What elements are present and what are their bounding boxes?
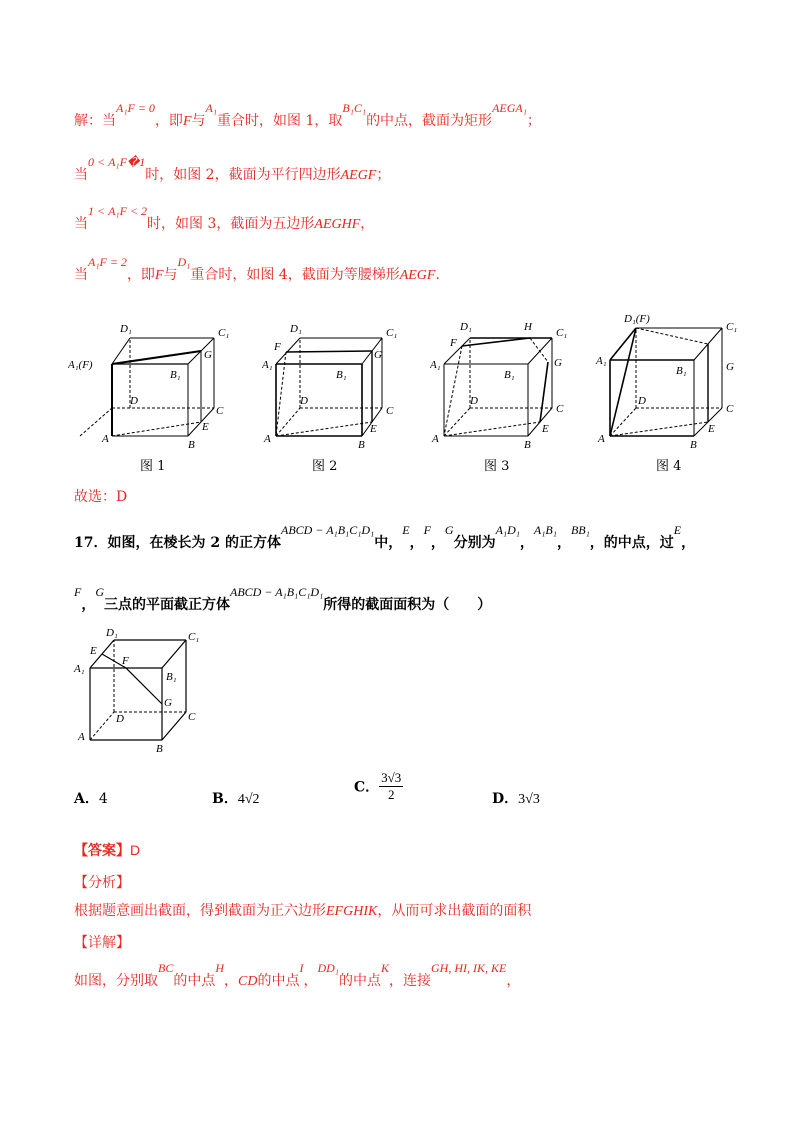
math: DD₁ <box>317 961 339 975</box>
label-C: C <box>726 403 734 415</box>
math: A₁ <box>205 101 218 115</box>
edge <box>112 338 130 364</box>
text: 与 <box>191 113 206 129</box>
text: ， <box>506 973 521 989</box>
label-A: A <box>102 433 109 445</box>
label-B1: B₁ <box>676 365 687 377</box>
math: F <box>423 523 431 537</box>
choice-text <box>74 486 127 506</box>
label-C1: C₁ <box>218 327 230 339</box>
label-F: F <box>274 341 281 353</box>
text: ，的中点，过 <box>589 535 674 551</box>
text: ， <box>303 973 318 989</box>
label-A1: A₁ <box>74 663 85 675</box>
label-E: E <box>202 421 209 433</box>
caption-fig4: 图 4 <box>656 459 682 474</box>
label-D1F: D₁(F) <box>624 313 650 325</box>
option-label: D． <box>492 791 519 807</box>
label-B: B <box>690 439 697 451</box>
section <box>286 351 372 352</box>
label-D: D <box>116 713 124 725</box>
text: 的中点 <box>173 973 216 989</box>
label-B: B <box>524 439 531 451</box>
math: CD <box>238 974 258 989</box>
label-A: A <box>78 731 85 743</box>
text: ，即 <box>126 267 155 283</box>
label-B: B <box>156 743 163 755</box>
label-D1: D₁ <box>106 627 118 639</box>
math: G <box>444 523 454 537</box>
text: 重合时，如图 4，截面为等腰梯形 <box>190 267 400 283</box>
caption-fig2: 图 2 <box>312 459 338 474</box>
section <box>444 346 462 436</box>
math: 1 < A₁F < 2 <box>88 204 148 218</box>
option-fraction <box>379 770 403 803</box>
label-C1: C₁ <box>726 321 738 333</box>
label-A1: A₁ <box>596 355 607 367</box>
text: 的中点，截面为矩形 <box>366 113 493 129</box>
text: 三点的平面截正方体 <box>104 597 231 613</box>
math: H <box>215 961 225 975</box>
label-D1: D₁ <box>460 321 472 333</box>
answer <box>74 840 140 860</box>
math: AEGF <box>399 268 436 283</box>
math: D₁ <box>177 255 191 269</box>
label-B1: B₁ <box>166 671 177 683</box>
label-A: A <box>264 433 271 445</box>
math: E <box>673 523 682 537</box>
analysis-tag <box>74 872 130 892</box>
label-F: F <box>122 655 129 667</box>
label-C1: C₁ <box>556 327 568 339</box>
option-label: B． <box>212 791 238 807</box>
detail-text <box>74 961 521 990</box>
math: AEGA₁ <box>492 101 527 115</box>
label-A: A <box>598 433 605 445</box>
text: 当 <box>74 216 88 232</box>
label-B1: B₁ <box>336 369 347 381</box>
label-A1F: A₁(F) <box>68 359 93 371</box>
label-D: D <box>130 395 138 407</box>
edge <box>162 712 186 740</box>
math: F <box>182 114 192 129</box>
figure-4 <box>594 310 754 476</box>
math: EFGHIK <box>326 904 378 919</box>
numerator: 3√3 <box>381 770 402 785</box>
q17-line-2 <box>74 585 492 614</box>
question-number: 17． <box>74 535 108 551</box>
label-B: B <box>358 439 365 451</box>
math: GH, HI, IK, KE <box>431 961 507 975</box>
text: ， <box>556 535 571 551</box>
label-C: C <box>216 405 224 417</box>
label-G: G <box>374 349 382 361</box>
label-C1: C₁ <box>386 327 398 339</box>
option-label: A． <box>74 791 99 807</box>
math: B₁C₁ <box>342 101 367 115</box>
label-G: G <box>554 357 562 369</box>
edge <box>80 408 112 436</box>
text: 故选：D <box>74 489 128 505</box>
option-value: 4√2 <box>237 792 260 807</box>
text: 根据题意画出截面，得到截面为正六边形 <box>74 903 326 919</box>
math: G <box>95 585 105 599</box>
option-a[interactable] <box>74 788 108 808</box>
label-B1: B₁ <box>504 369 515 381</box>
edge <box>276 408 300 436</box>
text: . <box>435 267 440 283</box>
analysis-text <box>74 900 531 920</box>
label-B1: B₁ <box>170 369 181 381</box>
math: AEGHF <box>314 217 361 232</box>
text: 如图，在棱长为 2 的正方体 <box>107 535 281 551</box>
label-H: H <box>524 321 532 333</box>
caption-fig1: 图 1 <box>140 459 166 474</box>
text: 【详解】 <box>74 935 130 951</box>
math: BB₁ <box>570 523 590 537</box>
option-value: 3√3 <box>518 792 540 807</box>
label-G: G <box>164 697 172 709</box>
figure-3 <box>430 316 580 476</box>
label-E: E <box>370 423 377 435</box>
label-A: A <box>432 433 439 445</box>
text: 【分析】 <box>74 875 130 891</box>
math: 0 < A₁F�1 <box>88 155 146 169</box>
math: ABCD − A₁B₁C₁D₁ <box>280 523 375 537</box>
text: 如图，分别取 <box>74 973 158 989</box>
label-A1: A₁ <box>430 359 441 371</box>
section <box>610 422 708 436</box>
answer-value: D <box>130 842 141 858</box>
label-C1: C₁ <box>188 631 200 643</box>
edge <box>444 338 470 364</box>
text: ； <box>376 167 391 183</box>
text: ， <box>430 535 445 551</box>
figure-2 <box>262 318 412 476</box>
text: ，即 <box>154 113 183 129</box>
math: A₁D₁ <box>495 523 520 537</box>
math: A₁F = 0 <box>116 101 155 115</box>
text: 分别为 <box>453 535 496 551</box>
math: K <box>380 961 389 975</box>
label-D1: D₁ <box>290 323 302 335</box>
text: 所得的截面面积为（ ） <box>323 597 492 613</box>
text: ， <box>360 216 375 232</box>
edge <box>444 408 470 436</box>
text: 的中点 <box>257 973 300 989</box>
math: E <box>402 523 410 537</box>
math: AEGF <box>340 168 377 183</box>
text: 的中点 <box>338 973 381 989</box>
text: 解：当 <box>74 113 116 129</box>
label-E: E <box>90 645 97 657</box>
figure-1 <box>68 318 238 476</box>
text: 当 <box>74 167 88 183</box>
label-B: B <box>188 439 195 451</box>
section <box>444 422 540 436</box>
math: A₁F = 2 <box>88 255 127 269</box>
label-D: D <box>470 395 478 407</box>
label-E: E <box>708 423 715 435</box>
label-A1: A₁ <box>262 359 273 371</box>
solution-line-3 <box>74 204 375 233</box>
text: 重合时，如图 1，取 <box>217 113 343 129</box>
label-C: C <box>556 403 564 415</box>
solution-line-4 <box>74 255 440 284</box>
label-E: E <box>542 423 549 435</box>
label-G: G <box>204 349 212 361</box>
text: 时，如图 3，截面为五边形 <box>147 216 315 232</box>
section <box>540 362 548 422</box>
q17-line-1 <box>74 523 696 552</box>
label-C: C <box>188 711 196 723</box>
section <box>462 338 530 346</box>
label-D: D <box>300 395 308 407</box>
option-c[interactable] <box>354 770 403 803</box>
label-D1: D₁ <box>120 323 132 335</box>
option-b[interactable] <box>212 788 260 808</box>
option-value: 4 <box>98 791 108 807</box>
q17-figure <box>70 626 210 756</box>
denominator: 2 <box>387 787 395 802</box>
text: ， <box>519 535 534 551</box>
solution-line-1 <box>74 101 541 130</box>
math: I <box>299 961 304 975</box>
text: 当 <box>74 267 88 283</box>
option-label: C． <box>354 779 380 796</box>
math: F <box>154 268 164 283</box>
label-C: C <box>386 405 394 417</box>
math: A₁B₁ <box>533 523 557 537</box>
detail-tag <box>74 932 130 952</box>
section <box>112 351 201 364</box>
option-d[interactable] <box>492 788 540 808</box>
text: 与 <box>163 267 178 283</box>
caption-fig3: 图 3 <box>484 459 510 474</box>
text: ，连接 <box>389 973 431 989</box>
text: ， <box>224 973 239 989</box>
section <box>126 668 162 704</box>
answer-tag: 【答案】 <box>74 843 130 859</box>
section <box>636 328 708 344</box>
text: 中， <box>374 535 403 551</box>
text: ， <box>81 597 96 613</box>
math: F <box>74 585 82 599</box>
label-D: D <box>638 395 646 407</box>
text: ，从而可求出截面的面积 <box>377 903 532 919</box>
text: ； <box>526 113 541 129</box>
label-F: F <box>450 337 457 349</box>
math: ABCD − A₁B₁C₁D₁ <box>230 585 324 599</box>
text: ， <box>681 535 696 551</box>
text: 时，如图 2，截面为平行四边形 <box>145 167 341 183</box>
text: ， <box>409 535 424 551</box>
label-G: G <box>726 361 734 373</box>
edge <box>162 640 186 668</box>
edge <box>90 712 114 740</box>
section <box>276 422 372 436</box>
solution-line-2 <box>74 155 391 184</box>
math: BC <box>158 961 174 975</box>
